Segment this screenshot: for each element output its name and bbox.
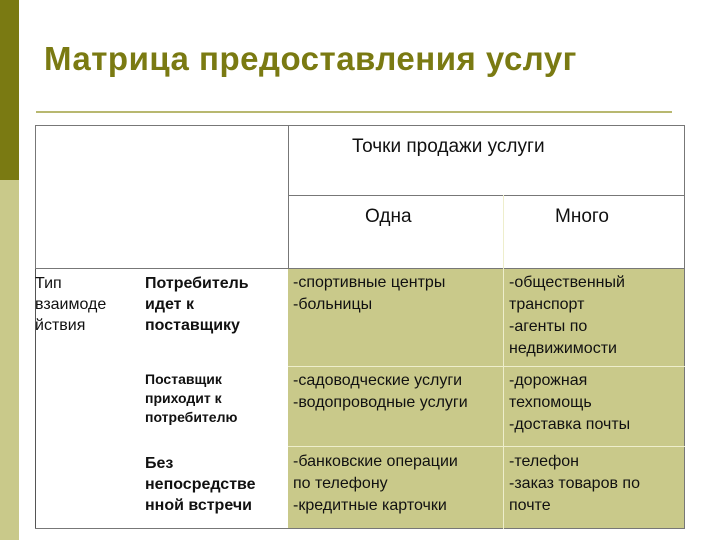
- row-label-line: Поставщик: [145, 371, 222, 387]
- divider-under-header: [288, 195, 685, 196]
- cell-line: по телефону: [293, 475, 388, 492]
- row-label-line: нной встречи: [145, 497, 252, 514]
- cell-line: недвижимости: [509, 340, 617, 357]
- row-group-label-line: Тип: [35, 275, 62, 292]
- cell-r3-many: [509, 451, 640, 517]
- row-label-line: непосредстве: [145, 476, 256, 493]
- divider-one-many: [503, 195, 504, 529]
- border-top: [35, 125, 685, 126]
- row-label-no-direct-meeting: [145, 453, 256, 516]
- cell-line: техпомощь: [509, 394, 592, 411]
- cell-line: -доставка почты: [509, 416, 631, 433]
- title-divider: [36, 111, 672, 113]
- cell-line: -больницы: [293, 296, 373, 313]
- border-bottom: [35, 528, 685, 529]
- row-label-line: приходит к: [145, 390, 222, 406]
- row-label-consumer-goes: [145, 273, 249, 336]
- divider-under-columns: [35, 268, 685, 269]
- divider-header-left: [288, 125, 289, 268]
- column-header-many: Много: [555, 206, 609, 227]
- column-header-one: Одна: [365, 206, 412, 227]
- cell-r2-one: [293, 370, 468, 414]
- cell-line: -агенты по: [509, 318, 588, 335]
- divider-row-1-2: [288, 366, 685, 367]
- cell-r1-one: [293, 272, 445, 316]
- cell-line: транспорт: [509, 296, 585, 313]
- row-label-line: идет к: [145, 296, 194, 313]
- cell-line: -дорожная: [509, 372, 588, 389]
- row-label-provider-comes: [145, 370, 237, 427]
- cell-line: -садоводческие услуги: [293, 372, 463, 389]
- row-label-line: поставщику: [145, 317, 240, 334]
- slide-title: Матрица предоставления услуг: [44, 40, 577, 77]
- row-label-line: потребителю: [145, 409, 238, 425]
- cell-r3-one: [293, 451, 458, 517]
- header-sales-points: Точки продажи услуги: [352, 136, 545, 157]
- cell-line: -водопроводные услуги: [293, 394, 468, 411]
- row-group-label-line: йствия: [35, 317, 86, 334]
- row-group-label: [35, 273, 106, 336]
- row-label-line: Потребитель: [145, 275, 249, 292]
- row-label-line: Без: [145, 455, 174, 472]
- accent-bar-bottom: [0, 180, 19, 540]
- cell-line: -спортивные центры: [293, 274, 446, 291]
- cell-line: -кредитные карточки: [293, 497, 447, 514]
- border-left-upper: [35, 125, 36, 268]
- cell-line: почте: [509, 497, 551, 514]
- row-group-label-line: взаимоде: [35, 296, 107, 313]
- cell-line: -телефон: [509, 453, 579, 470]
- divider-row-2-3: [288, 446, 685, 447]
- accent-bar-top: [0, 0, 19, 180]
- service-matrix-table: [35, 125, 685, 529]
- cell-line: -заказ товаров по: [509, 475, 640, 492]
- cell-line: -банковские операции: [293, 453, 458, 470]
- cell-line: -общественный: [509, 274, 625, 291]
- cell-r1-many: [509, 272, 625, 360]
- cell-r2-many: [509, 370, 630, 436]
- border-right: [684, 125, 685, 529]
